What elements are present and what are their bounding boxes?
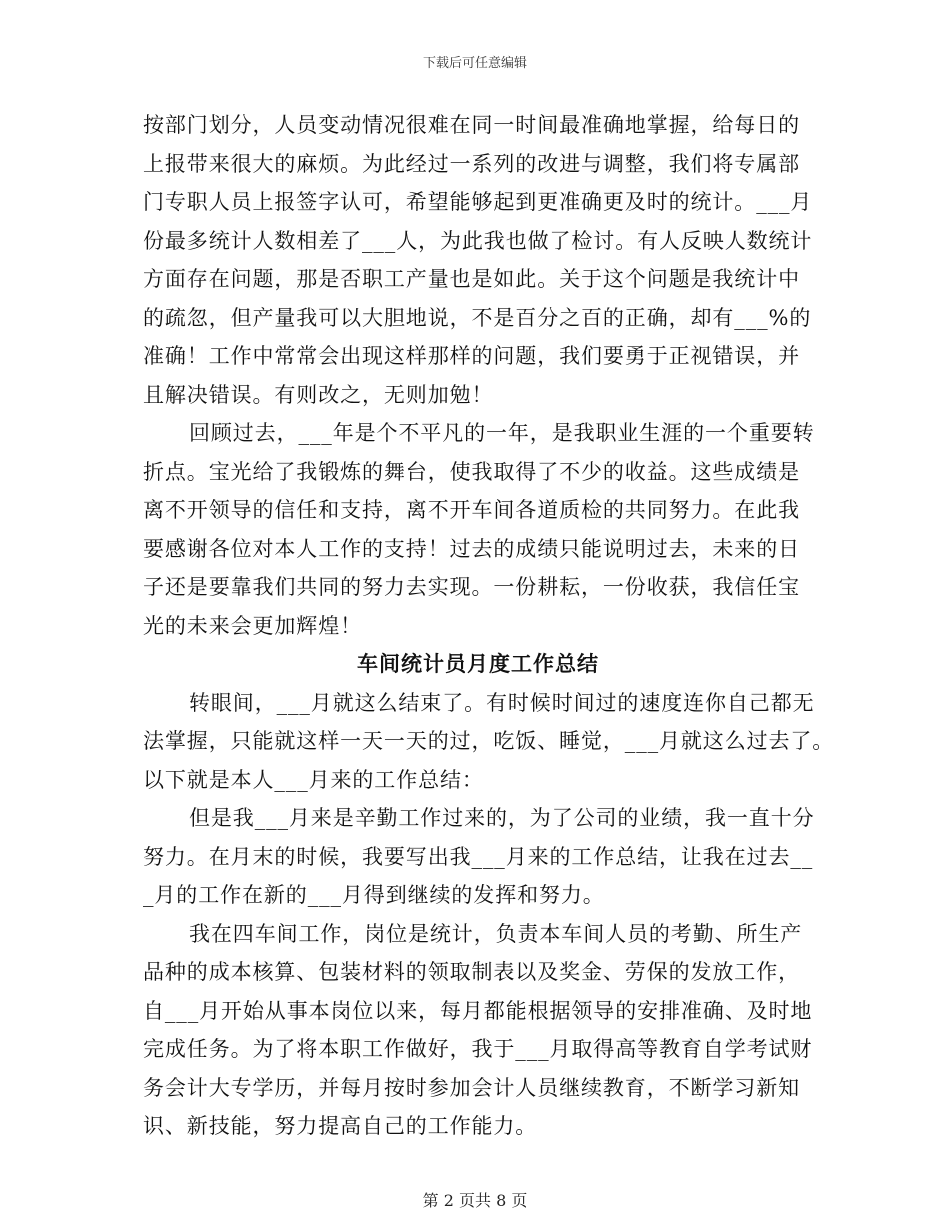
text-line: 要感谢各位对本人工作的支持！过去的成绩只能说明过去，未来的日: [143, 536, 800, 561]
section-title: 车间统计员月度工作总结: [357, 652, 599, 676]
paragraph-2: [143, 414, 813, 645]
text-line: 完成任务。为了将本职工作做好，我于___月取得高等教育自学考试财: [143, 1037, 813, 1061]
text-line: 自___月开始从事本岗位以来，每月都能根据领导的安排准确、及时地: [143, 998, 813, 1023]
text-line: 品种的成本核算、包装材料的领取制表以及奖金、劳保的发放工作，: [143, 960, 800, 984]
text-line: 努力。在月末的时候，我要写出我___月来的工作总结，让我在过去__: [143, 844, 814, 869]
text-line: 识、新技能，努力提高自己的工作能力。: [143, 1114, 538, 1138]
text-line: 准确！工作中常常会出现这样那样的问题，我们要勇于正视错误，并: [143, 344, 800, 368]
text-line: 的疏忽，但产量我可以大胆地说，不是百分之百的正确，却有___%的: [143, 305, 812, 330]
text-line: 但是我___月来是辛勤工作过来的，为了公司的业绩，我一直十分: [189, 806, 815, 830]
text-line: 按部门划分，人员变动情况很难在同一时间最准确地掌握，给每日的: [143, 113, 800, 137]
page-footer: 第 2 页共 8 页: [422, 1191, 528, 1210]
paragraph-4: [143, 799, 813, 915]
text-line: 且解决错误。有则改之，无则加勉！: [143, 382, 494, 407]
text-line: 回顾过去，___年是个不平凡的一年，是我职业生涯的一个重要转: [189, 421, 815, 445]
text-line: 法掌握，只能就这样一天一天的过，吃饭、睡觉，___月就这么过去了。: [143, 729, 835, 753]
text-line: _月的工作在新的___月得到继续的发挥和努力。: [143, 883, 605, 907]
text-line: 我在四车间工作，岗位是统计，负责本车间人员的考勤、所生产: [189, 921, 803, 946]
text-line: 门专职人员上报签字认可，希望能够起到更准确更及时的统计。___月: [143, 190, 813, 214]
text-line: 转眼间，___月就这么结束了。有时候时间过的速度连你自己都无: [189, 690, 815, 715]
text-line: 上报带来很大的麻烦。为此经过一系列的改进与调整，我们将专属部: [143, 151, 800, 176]
document-body: [143, 106, 835, 1146]
paragraph-1: [143, 106, 813, 414]
text-line: 离不开领导的信任和支持，离不开车间各道质检的共同努力。在此我: [143, 498, 800, 522]
text-line: 子还是要靠我们共同的努力去实现。一份耕耘，一份收获，我信任宝: [143, 575, 800, 599]
text-line: 份最多统计人数相差了___人，为此我也做了检讨。有人反映人数统计: [143, 228, 813, 253]
paragraph-5: [143, 915, 813, 1146]
paragraph-3: [143, 684, 835, 800]
page-header: 下载后可任意编辑: [422, 56, 527, 71]
text-line: 以下就是本人___月来的工作总结：: [143, 767, 484, 792]
text-line: 务会计大专学历，并每月按时参加会计人员继续教育，不断学习新知: [143, 1075, 800, 1100]
text-line: 方面存在问题，那是否职工产量也是如此。关于这个问题是我统计中: [143, 267, 800, 291]
text-line: 光的未来会更加辉煌！: [143, 613, 362, 638]
text-line: 折点。宝光给了我锻炼的舞台，使我取得了不少的收益。这些成绩是: [143, 459, 800, 484]
